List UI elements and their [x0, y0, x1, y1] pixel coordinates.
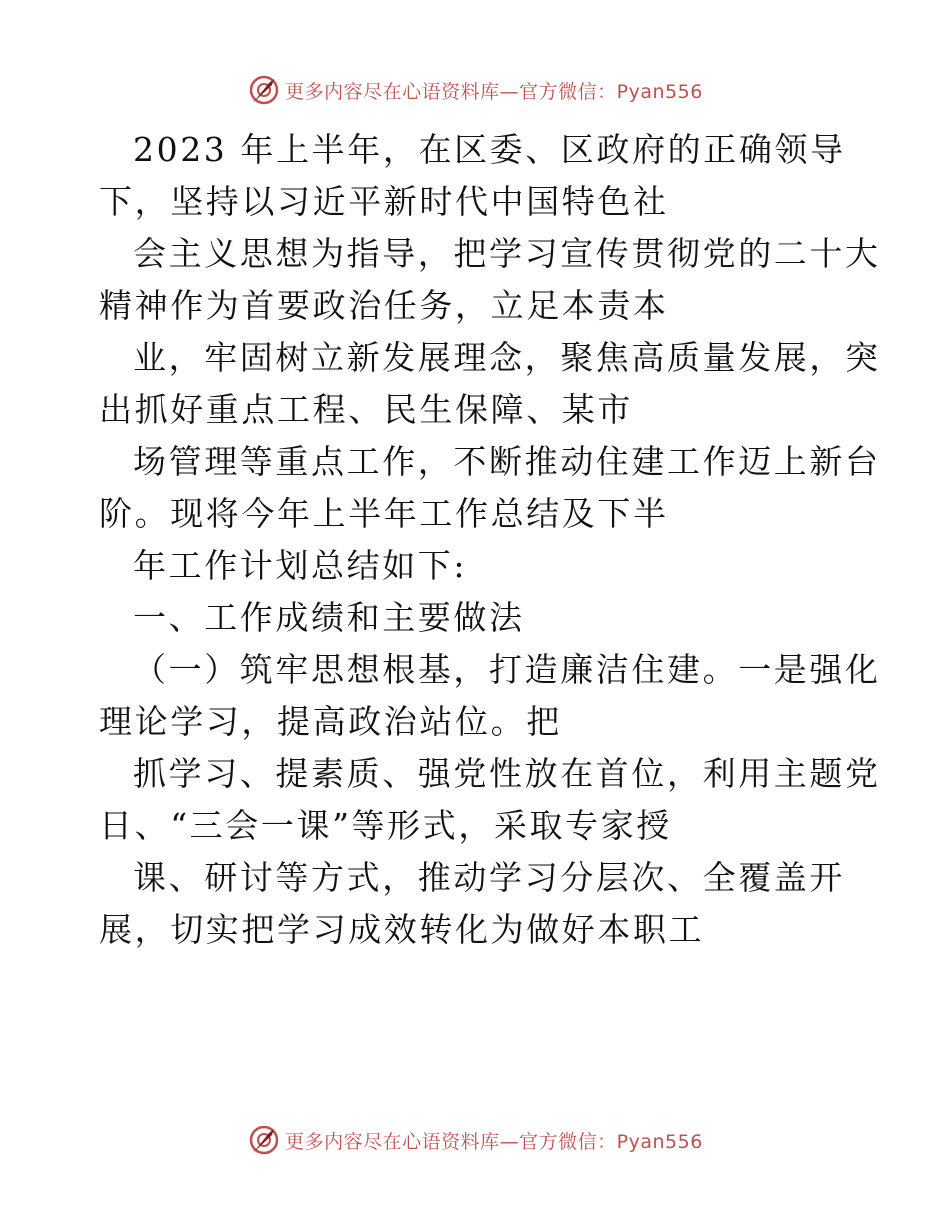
body-line: 场管理等重点工作，不断推动住建工作迈上新台 — [133, 442, 881, 481]
body-line: 年工作计划总结如下: — [133, 546, 468, 585]
body-line: 理论学习，提高政治站位。把 — [99, 702, 562, 741]
header-banner-text: 更多内容尽在心语资料库—官方微信：Pyan556 — [285, 80, 703, 103]
body-line: 2023 年上半年，在区委、区政府的正确领导 — [133, 130, 846, 169]
body-line: 业，牢固树立新发展理念，聚焦高质量发展，突 — [133, 338, 881, 377]
body-line: 抓学习、提素质、强党性放在首位，利用主题党 — [133, 754, 881, 793]
body-line: 下，坚持以习近平新时代中国特色社 — [99, 182, 669, 221]
body-line: 出抓好重点工程、民生保障、某市 — [99, 390, 633, 429]
body-line: 课、研讨等方式，推动学习分层次、全覆盖开 — [133, 858, 845, 897]
pen-circle-logo-icon — [247, 73, 281, 107]
body-line: 会主义思想为指导，把学习宣传贯彻党的二十大 — [133, 234, 881, 273]
footer-banner-text: 更多内容尽在心语资料库—官方微信：Pyan556 — [285, 1130, 703, 1153]
body-line: （一）筑牢思想根基，打造廉洁住建。一是强化 — [133, 650, 881, 689]
body-line: 阶。现将今年上半年工作总结及下半 — [99, 494, 669, 533]
body-line: 日、“三会一课”等形式，采取专家授 — [99, 806, 672, 845]
body-line: 展，切实把学习成效转化为做好本职工 — [99, 910, 705, 949]
document-body — [99, 124, 881, 956]
footer-banner — [0, 1120, 950, 1160]
pen-circle-logo-icon — [247, 1123, 281, 1157]
section-heading: 一、工作成绩和主要做法 — [133, 598, 525, 637]
body-line: 精神作为首要政治任务，立足本责本 — [99, 286, 669, 325]
header-banner — [0, 70, 950, 110]
